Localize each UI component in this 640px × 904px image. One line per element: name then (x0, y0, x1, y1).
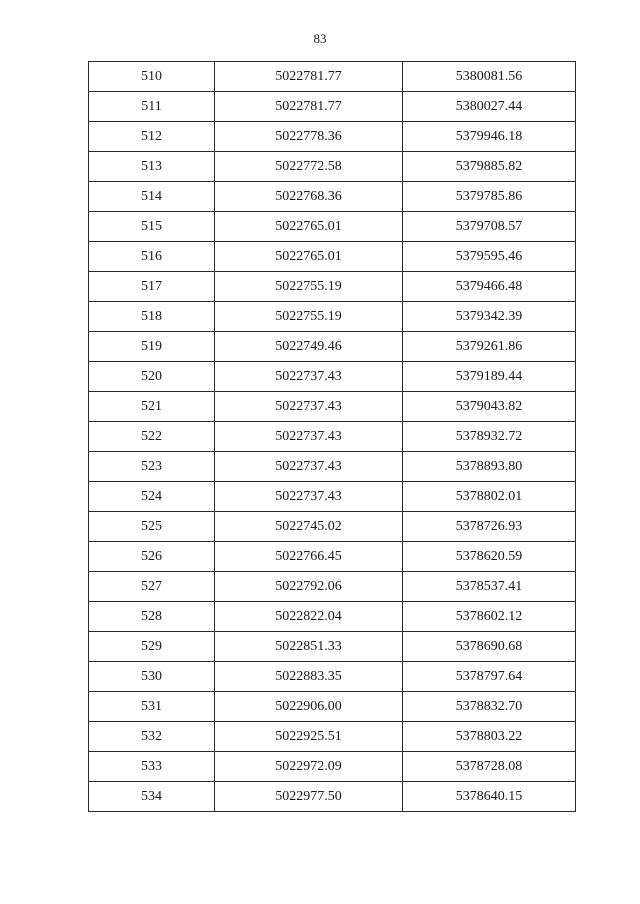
table-row (89, 392, 576, 422)
point-number-cell: 522 (89, 422, 215, 452)
x-coordinate-cell: 5022737.43 (215, 482, 403, 512)
table-row (89, 242, 576, 272)
table-row (89, 542, 576, 572)
table-row (89, 572, 576, 602)
x-coordinate-cell: 5022737.43 (215, 452, 403, 482)
x-coordinate-cell: 5022977.50 (215, 782, 403, 812)
y-coordinate-cell: 5380027.44 (403, 92, 576, 122)
x-coordinate-cell: 5022745.02 (215, 512, 403, 542)
y-coordinate-cell: 5378797.64 (403, 662, 576, 692)
y-coordinate-cell: 5379708.57 (403, 212, 576, 242)
point-number-cell: 516 (89, 242, 215, 272)
point-number-cell: 533 (89, 752, 215, 782)
table-row (89, 692, 576, 722)
x-coordinate-cell: 5022972.09 (215, 752, 403, 782)
y-coordinate-cell: 5378640.15 (403, 782, 576, 812)
y-coordinate-cell: 5378726.93 (403, 512, 576, 542)
table-row (89, 662, 576, 692)
y-coordinate-cell: 5379189.44 (403, 362, 576, 392)
table-row (89, 632, 576, 662)
x-coordinate-cell: 5022906.00 (215, 692, 403, 722)
y-coordinate-cell: 5379466.48 (403, 272, 576, 302)
y-coordinate-cell: 5378690.68 (403, 632, 576, 662)
point-number-cell: 534 (89, 782, 215, 812)
table-row (89, 482, 576, 512)
x-coordinate-cell: 5022822.04 (215, 602, 403, 632)
point-number-cell: 512 (89, 122, 215, 152)
x-coordinate-cell: 5022792.06 (215, 572, 403, 602)
y-coordinate-cell: 5379043.82 (403, 392, 576, 422)
point-number-cell: 515 (89, 212, 215, 242)
x-coordinate-cell: 5022781.77 (215, 62, 403, 92)
point-number-cell: 527 (89, 572, 215, 602)
y-coordinate-cell: 5379946.18 (403, 122, 576, 152)
point-number-cell: 519 (89, 332, 215, 362)
point-number-cell: 529 (89, 632, 215, 662)
table-row (89, 752, 576, 782)
y-coordinate-cell: 5379342.39 (403, 302, 576, 332)
x-coordinate-cell: 5022737.43 (215, 362, 403, 392)
table-row (89, 512, 576, 542)
point-number-cell: 528 (89, 602, 215, 632)
table-row (89, 452, 576, 482)
point-number-cell: 531 (89, 692, 215, 722)
x-coordinate-cell: 5022772.58 (215, 152, 403, 182)
x-coordinate-cell: 5022925.51 (215, 722, 403, 752)
y-coordinate-cell: 5379595.46 (403, 242, 576, 272)
y-coordinate-cell: 5379261.86 (403, 332, 576, 362)
y-coordinate-cell: 5379885.82 (403, 152, 576, 182)
y-coordinate-cell: 5378602.12 (403, 602, 576, 632)
x-coordinate-cell: 5022883.35 (215, 662, 403, 692)
x-coordinate-cell: 5022765.01 (215, 242, 403, 272)
x-coordinate-cell: 5022755.19 (215, 302, 403, 332)
point-number-cell: 511 (89, 92, 215, 122)
point-number-cell: 532 (89, 722, 215, 752)
x-coordinate-cell: 5022778.36 (215, 122, 403, 152)
table-row (89, 272, 576, 302)
x-coordinate-cell: 5022765.01 (215, 212, 403, 242)
x-coordinate-cell: 5022737.43 (215, 392, 403, 422)
x-coordinate-cell: 5022766.45 (215, 542, 403, 572)
table-row (89, 362, 576, 392)
point-number-cell: 525 (89, 512, 215, 542)
y-coordinate-cell: 5380081.56 (403, 62, 576, 92)
table-row (89, 782, 576, 812)
point-number-cell: 518 (89, 302, 215, 332)
point-number-cell: 523 (89, 452, 215, 482)
y-coordinate-cell: 5378537.41 (403, 572, 576, 602)
table-row (89, 602, 576, 632)
y-coordinate-cell: 5378932.72 (403, 422, 576, 452)
y-coordinate-cell: 5378620.59 (403, 542, 576, 572)
point-number-cell: 526 (89, 542, 215, 572)
y-coordinate-cell: 5379785.86 (403, 182, 576, 212)
x-coordinate-cell: 5022737.43 (215, 422, 403, 452)
coordinates-table (88, 61, 576, 812)
table-row (89, 92, 576, 122)
y-coordinate-cell: 5378802.01 (403, 482, 576, 512)
x-coordinate-cell: 5022755.19 (215, 272, 403, 302)
coordinates-table-body (89, 62, 576, 812)
table-row (89, 182, 576, 212)
x-coordinate-cell: 5022781.77 (215, 92, 403, 122)
table-row (89, 62, 576, 92)
table-row (89, 212, 576, 242)
y-coordinate-cell: 5378803.22 (403, 722, 576, 752)
point-number-cell: 520 (89, 362, 215, 392)
x-coordinate-cell: 5022749.46 (215, 332, 403, 362)
page-number: 83 (313, 31, 327, 46)
y-coordinate-cell: 5378893.80 (403, 452, 576, 482)
table-row (89, 332, 576, 362)
point-number-cell: 530 (89, 662, 215, 692)
point-number-cell: 524 (89, 482, 215, 512)
table-row (89, 152, 576, 182)
point-number-cell: 513 (89, 152, 215, 182)
point-number-cell: 517 (89, 272, 215, 302)
point-number-cell: 514 (89, 182, 215, 212)
x-coordinate-cell: 5022768.36 (215, 182, 403, 212)
table-row (89, 422, 576, 452)
y-coordinate-cell: 5378832.70 (403, 692, 576, 722)
point-number-cell: 521 (89, 392, 215, 422)
table-row (89, 122, 576, 152)
table-row (89, 722, 576, 752)
x-coordinate-cell: 5022851.33 (215, 632, 403, 662)
point-number-cell: 510 (89, 62, 215, 92)
table-row (89, 302, 576, 332)
y-coordinate-cell: 5378728.08 (403, 752, 576, 782)
